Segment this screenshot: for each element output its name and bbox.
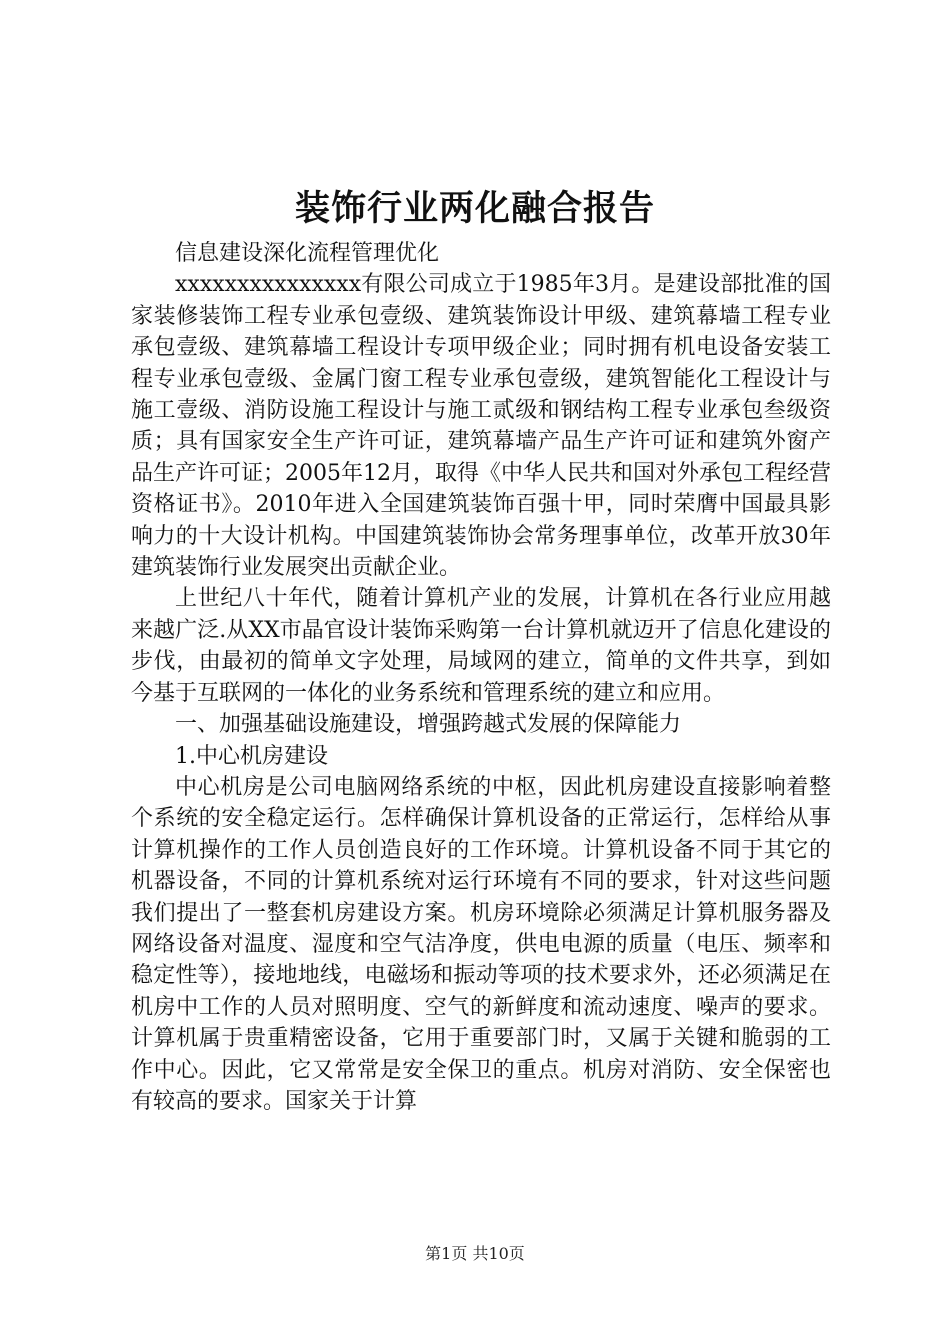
machine-room-paragraph: 中心机房是公司电脑网络系统的中枢，因此机房建设直接影响着整个系统的安全稳定运行。怎样确保计算机设备的正常运行，怎样给从事计算机操作的工作人员创造良好的工作环境。计算机设备不同于其它的机器设备，不同的计算机系统对运行环境有不同的要求，针对这些问题我们提出了一整套机房建设方案。机房环境除必须满足计算机服务器及网络设备对温度、湿度和空气洁净度，供电电源的质量（电压、频率和稳定性等），接地地线，电磁场和振动等项的技术要求外，还必须满足在机房中工作的人员对照明度、空气的新鲜度和流动速度、噪声的要求。计算机属于贵重精密设备，它用于重要部门时，又属于关键和脆弱的工作中心。因此，它又常常是安全保卫的重点。机房对消防、安全保密也有较高的要求。国家关于计算: [131, 774, 831, 1114]
page-footer: 第1页 共10页: [425, 1244, 525, 1263]
subtitle-paragraph: 信息建设深化流程管理优化: [175, 241, 440, 266]
document-title: 装饰行业两化融合报告: [294, 188, 655, 229]
history-paragraph: 上世纪八十年代，随着计算机产业的发展，计算机在各行业应用越来越广泛.从XX市晶官设计装饰采购第一台计算机就迈开了信息化建设的步伐，由最初的简单文字处理，局域网的建立，简单的文件共享，到如今基于互联网的一体化的业务系统和管理系统的建立和应用。: [131, 586, 831, 706]
company-intro-paragraph: xxxxxxxxxxxxxxx有限公司成立于1985年3月。是建设部批准的国家装修装饰工程专业承包壹级、建筑装饰设计甲级、建筑幕墙工程专业承包壹级、建筑幕墙工程设计专项甲级企业；同时拥有机电设备安装工程专业承包壹级、金属门窗工程专业承包壹级，建筑智能化工程设计与施工壹级、消防设施工程设计与施工贰级和钢结构工程专业承包叁级资质；具有国家安全生产许可证，建筑幕墙产品生产许可证和建筑外窗产品生产许可证；2005年12月，取得《中华人民共和国对外承包工程经营资格证书》。2010年进入全国建筑装饰百强十甲，同时荣膺中国最具影响力的十大设计机构。中国建筑装饰协会常务理事单位，改革开放30年建筑装饰行业发展突出贡献企业。: [131, 272, 831, 581]
subsection-heading: 1.中心机房建设: [175, 743, 328, 769]
document-body: [131, 238, 831, 1117]
section-heading: 一、加强基础设施建设，增强跨越式发展的保障能力: [175, 712, 682, 738]
